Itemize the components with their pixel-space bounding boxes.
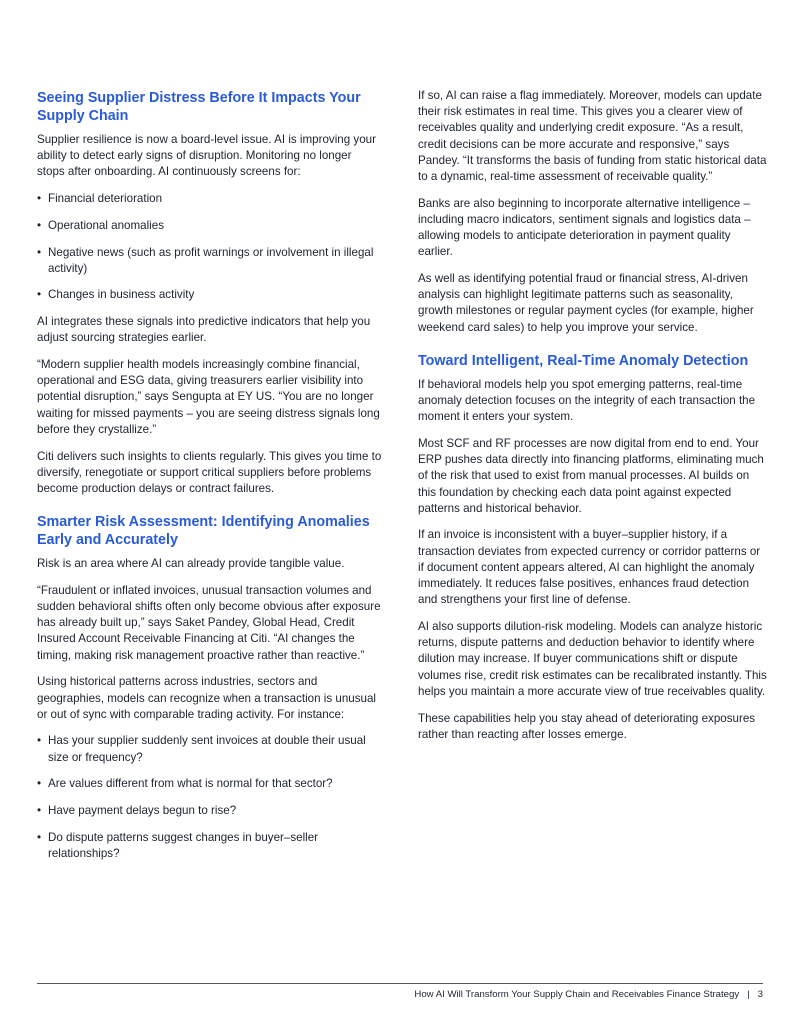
paragraph: As well as identifying potential fraud or financial stress, AI-driven analysis can highlight legitimate patterns such as seasonality, growth milestones or regular payment cycles (for example, higher weekend card sales) to help you improve your service. [418, 272, 754, 334]
list-item: • Financial deterioration [37, 191, 382, 207]
paragraph: Risk is an area where AI can already provide tangible value. [37, 557, 345, 571]
footer-title: How AI Will Transform Your Supply Chain and Receivables Finance Strategy [414, 989, 740, 1000]
quote-paragraph: “Modern supplier health models increasingly combine financial, operational and ESG data, giving treasurers earlier visibility into potential disruption,” says Sengupta at EY US. “You are no longer waiting for missed payments – you are seeing distress signals long before they crystallize.” [37, 358, 380, 436]
page-number: 3 [757, 989, 763, 1000]
paragraph: These capabilities help you stay ahead of deteriorating exposures rather than reacting after losses emerge. [418, 711, 756, 741]
left-column [37, 88, 382, 873]
paragraph: AI integrates these signals into predictive indicators that help you adjust sourcing strategies earlier. [37, 315, 371, 345]
section-heading-supplier-distress: Seeing Supplier Distress Before It Impacts Your Supply Chain [37, 90, 361, 124]
list-item: • Have payment delays begun to rise? [37, 803, 382, 819]
paragraph: If behavioral models help you spot emerging patterns, real-time anomaly detection focuses on the integrity of each transaction the moment it enters your system. [418, 377, 756, 424]
section-heading-risk-assessment: Smarter Risk Assessment: Identifying Anomalies Early and Accurately [37, 514, 370, 549]
right-column [418, 88, 768, 753]
footer-divider [37, 983, 763, 984]
paragraph: Supplier resilience is now a board-level issue. AI is improving your ability to detect early signs of disruption. Monitoring no longer stops after onboarding. AI continuously screens for: [37, 133, 376, 179]
paragraph: AI also supports dilution-risk modeling. Models can analyze historic returns, dispute patterns and deduction behavior to identify where dilution may increase. If buyer communications shift or dispute volumes rise, credit risk estimates can be recalibrated instantly. This helps you maintain a more accurate view of true receivables quality. [418, 619, 767, 698]
paragraph: If an invoice is inconsistent with a buyer–supplier history, if a transaction deviates from expected currency or corridor patterns or if document content appears altered, AI can highlight the anomaly immediately. It reduces false positives, enhances fraud detection and strengthens your first line of defense. [418, 528, 761, 607]
quote-paragraph: “Fraudulent or inflated invoices, unusual transaction volumes and sudden behavioral shifts often only become obvious after exposure has already built up,” says Saket Pandey, Global Head, Credit Insured Account Receivable Financing at Citi. “AI changes the timing, making risk management proactive rather than reactive.” [37, 583, 381, 662]
list-item: • Negative news (such as profit warnings or involvement in illegal activity) [37, 245, 382, 277]
list-item: • Has your supplier suddenly sent invoices at double their usual size or frequency? [37, 733, 382, 765]
paragraph: If so, AI can raise a flag immediately. Moreover, models can update their risk estimates in real time. This gives you a clearer view of receivables quality and underlying credit exposure. “As a result, credit decisions can be more accurate and responsive,” says Pandey. “It transforms the basis of funding from static historical data to a dynamic, real-time assessment of receivable quality.” [418, 89, 767, 184]
list-item: • Do dispute patterns suggest changes in buyer–seller relationships? [37, 830, 382, 862]
paragraph: Citi delivers such insights to clients regularly. This gives you time to diversify, renegotiate or support critical suppliers before problems become production delays or contract failures. [37, 449, 382, 495]
paragraph: Banks are also beginning to incorporate alternative intelligence – including macro indicators, sentiment signals and logistics data – allowing models to anticipate deterioration in payment quality earlier. [418, 196, 751, 259]
footer-separator: | [747, 989, 750, 1000]
page-footer [414, 989, 763, 1000]
list-item: • Operational anomalies [37, 218, 382, 234]
paragraph: Most SCF and RF processes are now digital from end to end. Your ERP pushes data directly into financing platforms, eliminating much of the risk that used to exist from manual processes. AI builds on this foundation by checking each data point against expected patterns and historical behavior. [418, 436, 764, 515]
bullet-list-signals [37, 191, 382, 304]
section-heading-anomaly-detection: Toward Intelligent, Real-Time Anomaly Detection [418, 352, 749, 369]
list-item: • Are values different from what is normal for that sector? [37, 776, 382, 792]
paragraph: Using historical patterns across industries, sectors and geographies, models can recognize when a transaction is unusual or out of sync with comparable trading activity. For instance: [37, 675, 377, 721]
bullet-list-questions [37, 733, 382, 862]
list-item: • Changes in business activity [37, 287, 382, 303]
